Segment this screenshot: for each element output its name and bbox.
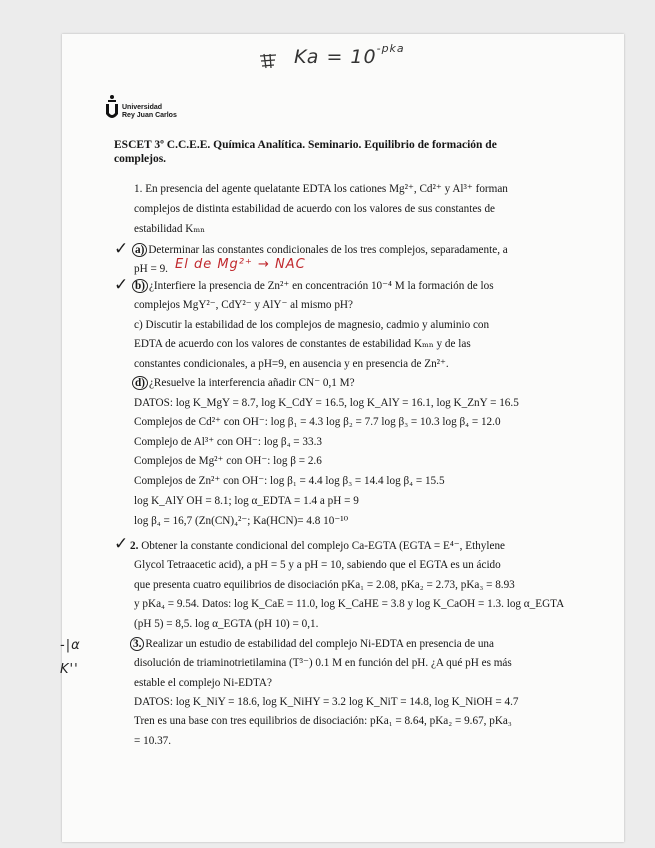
q1-data-5: Complejos de Zn²⁺ con OH⁻: log β₁ = 4.4 log β₃ = 14.4 log β₄ = 15.5 [134,475,445,487]
q2-text: Obtener la constante condicional del complejo Ca-EGTA (EGTA = E⁴⁻, Ethylene [141,540,506,552]
q1-line3: estabilidad Kₘₙ [134,223,206,235]
q1-data-1: DATOS: log K_MgY = 8.7, log K_CdY = 16.5, log K_AlY = 16.1, log K_ZnY = 16.5 [134,397,519,409]
q3-line5: Tren es una base con tres equilibrios de disociación: pKa₁ = 8.64, pKa₂ = 9.67, pKa₃ [134,715,512,727]
handwritten-note: El de Mg²⁺ → NAC [175,257,306,272]
part-d-text: ¿Resuelve la interferencia añadir CN⁻ 0,1 M? [148,377,355,389]
q1-line1: 1. En presencia del agente quelatante EDTA los cationes Mg²⁺, Cd²⁺ y Al³⁺ forman [134,183,508,195]
q1-line2: complejos de distinta estabilidad de acuerdo con los valores de sus constantes de [134,203,496,215]
q1-part-c-line1: c) Discutir la estabilidad de los complejos de magnesio, cadmio y aluminio con [134,319,490,331]
scribble-mark [258,52,278,70]
q1-part-a [132,243,508,257]
margin-note: -|α K'' [60,638,81,677]
q3-line1 [130,637,494,651]
checkmark-icon: ✓ [114,534,129,554]
part-a-text: Determinar las constantes condicionales de los tres complejos, separadamente, a [148,244,508,256]
q1-part-d [132,376,355,390]
scribble-icon [258,52,278,70]
part-b-text: ¿Interfiere la presencia de Zn²⁺ en concentración 10⁻⁴ M la formación de los [148,280,494,292]
q1-part-b-line2: complejos MgY²⁻, CdY²⁻ y AlY⁻ al mismo pH? [134,299,353,311]
part-a-marker: a) [132,243,147,257]
formula-text: Ka = 10 [294,46,377,68]
q2-line4: y pKa₄ = 9.54. Datos: log K_CaE = 11.0, log K_CaHE = 3.8 y log K_CaOH = 1.3. log α_EGTA [134,598,565,610]
crest-icon [104,94,120,120]
q1-data-3: Complejo de Al³⁺ con OH⁻: log β₄ = 33.3 [134,436,322,448]
part-b-marker: b) [132,279,148,293]
q1-data-2: Complejos de Cd²⁺ con OH⁻: log β₁ = 4.3 log β₂ = 7.7 log β₃ = 10.3 log β₄ = 12.0 [134,416,501,428]
checkmark-icon: ✓ [114,275,129,295]
q1-data-6: log K_AlY OH = 8.1; log α_EDTA = 1.4 a pH = 9 [134,495,359,507]
q2-line3: que presenta cuatro equilibrios de disociación pKa₁ = 2.08, pKa₂ = 2.73, pKa₃ = 8.93 [134,579,515,591]
page-title-line2: complejos. [114,153,167,165]
handwritten-formula [294,41,405,68]
q2-line5: (pH 5) = 8,5. log α_EGTA (pH 10) = 0,1. [134,618,319,630]
page-title: ESCET 3º C.C.E.E. Química Analítica. Seminario. Equilibrio de formación de [114,139,497,151]
formula-exponent: -pka [376,41,405,55]
university-name [122,104,177,120]
q2-line1 [130,539,505,553]
q1-part-b [132,279,494,293]
q1-data-7: log β₄ = 16,7 (Zn(CN)₄²⁻; Ka(HCN)= 4.8 10⁻¹⁰ [134,515,349,527]
document-page [62,34,624,842]
q3-line2: disolución de triaminotrietilamina (T³⁻) 0.1 M en función del pH. ¿A qué pH es más [134,657,512,669]
q1-part-c-line3: constantes condicionales, a pH=9, en ausencia y en presencia de Zn²⁺. [134,358,449,370]
q2-marker: 2. [130,540,139,552]
checkmark-icon: ✓ [114,239,129,259]
q3-line4: DATOS: log K_NiY = 18.6, log K_NiHY = 3.2 log K_NiT = 14.8, log K_NiOH = 4.7 [134,696,519,708]
q2-line2: Glycol Tetraacetic acid), a pH = 5 y a pH = 10, sabiendo que el EGTA es un ácido [134,559,501,571]
q3-line3: estable el complejo Ni-EDTA? [134,677,272,689]
university-name-line1: Universidad [122,104,163,111]
q3-marker: 3. [130,637,144,651]
university-name-line2: Rey Juan Carlos [122,112,177,119]
q1-part-c-line2: EDTA de acuerdo con los valores de constantes de estabilidad Kₘₙ y de las [134,338,471,350]
part-d-marker: d) [132,376,148,390]
university-logo [104,94,120,125]
q3-line6: = 10.37. [134,735,172,747]
q3-text: Realizar un estudio de estabilidad del complejo Ni-EDTA en presencia de una [145,638,494,650]
q1-data-4: Complejos de Mg²⁺ con OH⁻: log β = 2.6 [134,455,322,467]
q1-part-a-line2: pH = 9. [134,263,168,275]
